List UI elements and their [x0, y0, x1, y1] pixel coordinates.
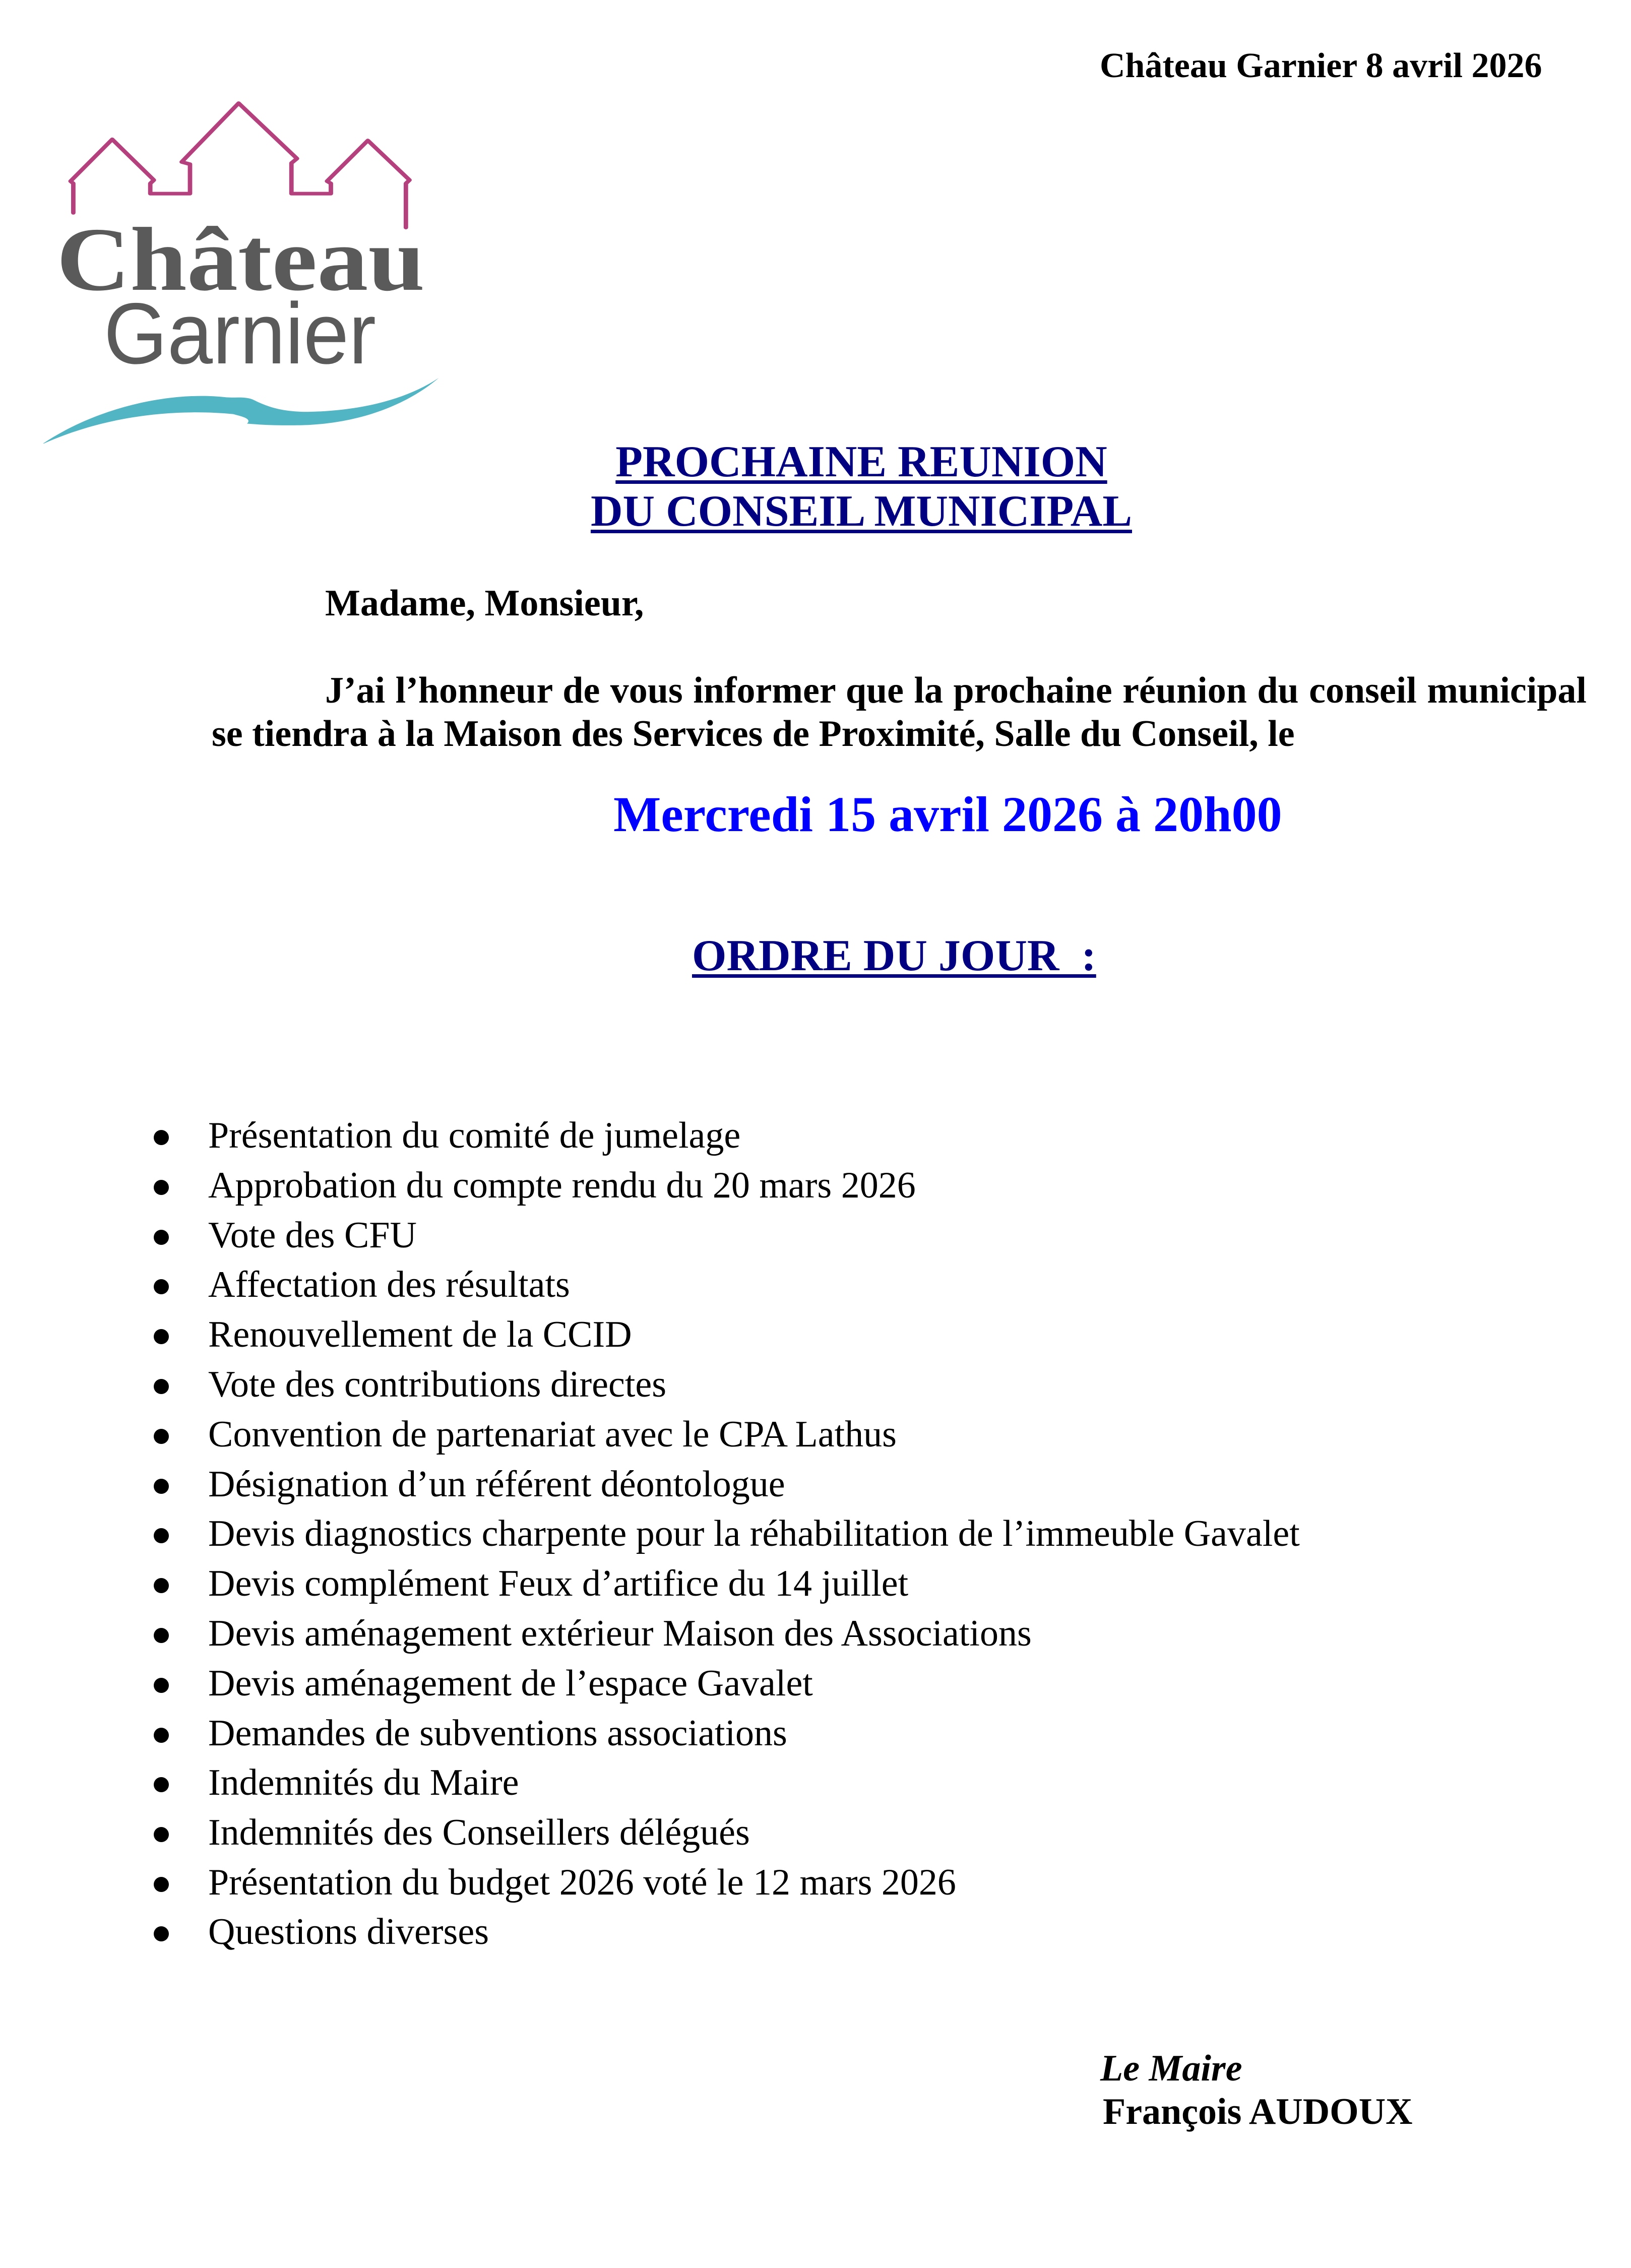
bullet-icon: [154, 1728, 169, 1743]
bullet-icon: [154, 1180, 169, 1195]
bullet-icon: [154, 1429, 169, 1444]
bullet-icon: [154, 1678, 169, 1693]
meeting-datetime: Mercredi 15 avril 2026 à 20h00: [613, 786, 1282, 842]
bullet-icon: [154, 1479, 169, 1494]
agenda-heading: [692, 931, 1096, 980]
bullet-icon: [154, 1528, 169, 1543]
bullet-icon: [154, 1329, 169, 1344]
title-line-1: [0, 437, 1631, 486]
bullet-icon: [154, 1777, 169, 1792]
signature-role: Le Maire: [1100, 2048, 1242, 2089]
logo-line1: Château: [56, 209, 425, 309]
bullet-icon: [154, 1628, 169, 1643]
bullet-icon: [154, 1230, 169, 1245]
paragraph-line-2: se tiendra à la Maison des Services de Proximité, Salle du Conseil, le: [212, 713, 1295, 754]
agenda-heading-text: ORDRE DU JOUR :: [692, 931, 1096, 980]
bullet-icon: [154, 1578, 169, 1593]
bullet-icon: [154, 1130, 169, 1145]
svg-text:Garnier: [104, 285, 376, 382]
bullet-icon: [154, 1379, 169, 1394]
logo-wordmark: [0, 0, 504, 454]
title-line-1-text: PROCHAINE REUNION: [615, 437, 1107, 486]
paragraph-line-1: J’ai l’honneur de vous informer que la prochaine réunion du conseil municipal: [325, 670, 1587, 711]
bullet-icon: [154, 1827, 169, 1842]
salutation: Madame, Monsieur,: [325, 583, 644, 624]
bullet-icon: [154, 1926, 169, 1941]
title-line-2-text: DU CONSEIL MUNICIPAL: [590, 487, 1133, 536]
place-and-date: Château Garnier 8 avril 2026: [1100, 46, 1542, 85]
logo-line2: Garnier: [104, 285, 376, 382]
bullet-icon: [154, 1279, 169, 1294]
signature-name: François AUDOUX: [1103, 2091, 1413, 2132]
title-line-2: [0, 489, 1631, 534]
bullet-icon: [154, 1877, 169, 1892]
